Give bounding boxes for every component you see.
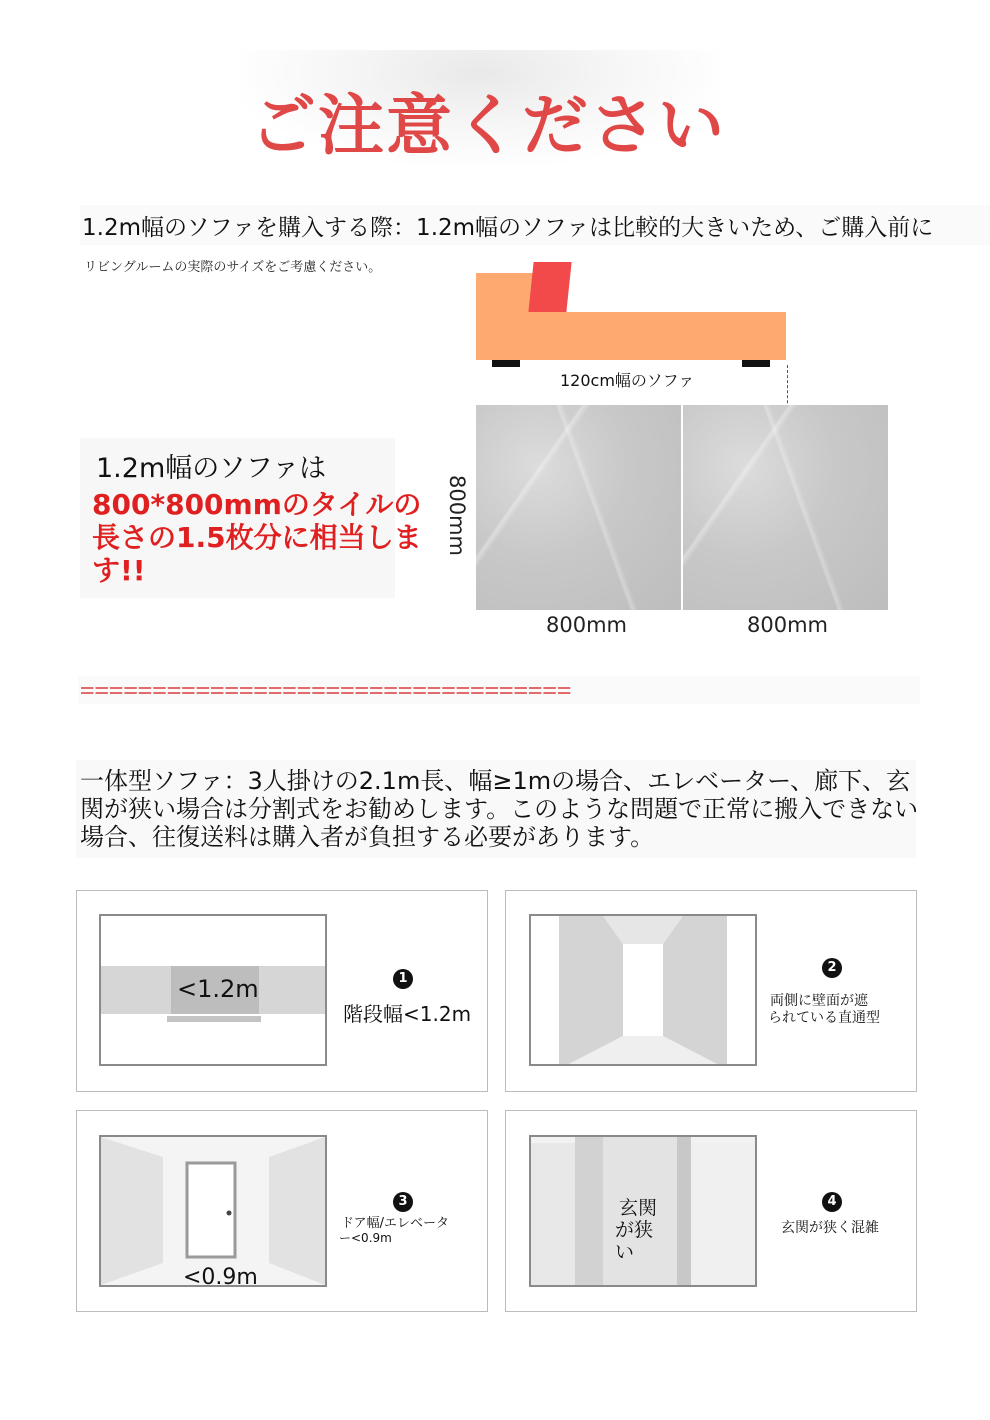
door-width-label: <0.9m xyxy=(183,1265,258,1287)
section1-subtext: リビングルームの実際のサイズをご考慮ください。 xyxy=(84,260,382,275)
callout-heading: 1.2m幅のソファは xyxy=(96,453,327,484)
entrance-label-line3: い xyxy=(615,1241,635,1263)
entrance-illustration xyxy=(529,1135,757,1287)
sofa-cushion xyxy=(528,262,571,312)
marble-tile-1 xyxy=(476,405,681,610)
tile-width-label-2: 800mm xyxy=(747,613,828,637)
panel-number-4: 4 xyxy=(822,1192,842,1212)
panel-number-2: 2 xyxy=(822,958,842,978)
panel-entrance xyxy=(505,1110,917,1312)
panel-caption-3-line1: ドア幅/エレベータ xyxy=(341,1216,449,1231)
section2-text: 一体型ソファ：3人掛けの2.1m長、幅≥1mの場合、エレベーター、廊下、玄関が狭い場合は分割式をお勧めします。このような問題で正常に搬入できない場合、往復送料は購入者が負担する必要があります。 xyxy=(80,767,919,851)
panel-caption-1: 階段幅<1.2m xyxy=(343,1002,472,1026)
stairs-illustration xyxy=(99,914,327,1066)
tile-width-label-1: 800mm xyxy=(546,613,627,637)
page-title: ご注意ください xyxy=(250,87,726,164)
panel-caption-4: 玄関が狭く混雑 xyxy=(781,1220,879,1236)
entrance-label-line1: 玄関 xyxy=(619,1197,658,1219)
marble-tile-2 xyxy=(683,405,888,610)
tile-height-label: 800mm xyxy=(445,475,469,556)
sofa-width-label: 120cm幅のソファ xyxy=(560,371,695,390)
entrance-label-line2: が狭 xyxy=(615,1219,654,1241)
panel-door xyxy=(76,1110,488,1312)
corridor-illustration xyxy=(529,914,757,1066)
stairs-width-label: <1.2m xyxy=(177,975,259,1003)
sofa-leg-left xyxy=(492,360,520,367)
panel-caption-2-line2: られている直通型 xyxy=(768,1010,880,1026)
callout-emphasis: 800*800mmのタイルの長さの1.5枚分に相当します!! xyxy=(92,488,422,587)
panel-caption-2-line1: 両側に壁面が遮 xyxy=(770,993,868,1009)
panel-stairs xyxy=(76,890,488,1092)
panel-corridor xyxy=(505,890,917,1092)
separator: ================================== xyxy=(80,676,572,704)
sofa-armrest xyxy=(476,273,536,312)
sofa-seat xyxy=(476,312,786,360)
panel-caption-3-line2: ー<0.9m xyxy=(339,1231,392,1245)
panel-number-1: 1 xyxy=(393,969,413,989)
panel-number-3: 3 xyxy=(393,1192,413,1212)
sofa-leg-right xyxy=(742,360,770,367)
section1-heading: 1.2m幅のソファを購入する際：1.2m幅のソファは比較的大きいため、ご購入前に xyxy=(82,215,934,241)
door-illustration xyxy=(99,1135,327,1287)
